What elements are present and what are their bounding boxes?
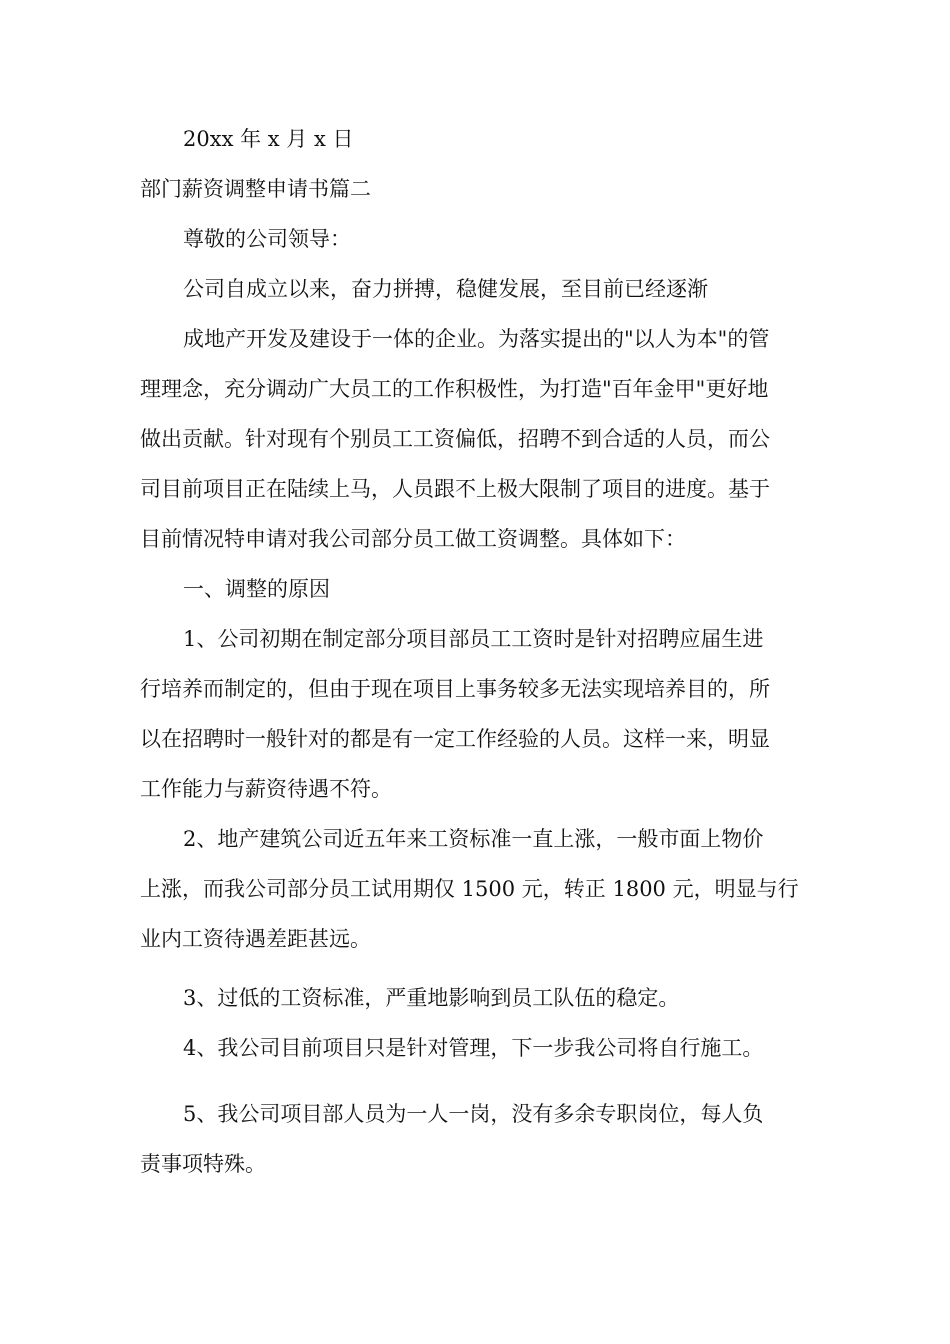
reason-2-line: 业内工资待遇差距甚远。 (140, 927, 371, 951)
intro-line: 做出贡献。针对现有个别员工工资偏低，招聘不到合适的人员，而公 (140, 427, 770, 451)
reason-1-line: 1、公司初期在制定部分项目部员工工资时是针对招聘应届生进 (183, 627, 764, 651)
section-heading: 一、调整的原因 (183, 577, 330, 601)
intro-line: 目前情况特申请对我公司部分员工做工资调整。具体如下： (140, 527, 686, 551)
intro-line: 理理念，充分调动广大员工的工作积极性，为打造"百年金甲"更好地 (140, 377, 769, 401)
intro-line: 司目前项目正在陆续上马，人员跟不上极大限制了项目的进度。基于 (140, 477, 770, 501)
reason-4: 4、我公司目前项目只是针对管理，下一步我公司将自行施工。 (183, 1036, 764, 1060)
intro-line: 成地产开发及建设于一体的企业。为落实提出的"以人为本"的管 (183, 327, 770, 351)
intro-line: 公司自成立以来，奋力拼搏，稳健发展，至目前已经逐渐 (183, 277, 708, 301)
reason-2-line: 上涨，而我公司部分员工试用期仅 1500 元，转正 1800 元，明显与行 (140, 877, 799, 901)
salutation: 尊敬的公司领导： (183, 227, 351, 251)
date-line: 20xx 年 x 月 x 日 (183, 127, 354, 151)
reason-1-line: 以在招聘时一般针对的都是有一定工作经验的人员。这样一来，明显 (140, 727, 770, 751)
reason-2-line: 2、地产建筑公司近五年来工资标准一直上涨，一般市面上物价 (183, 827, 764, 851)
document-title: 部门薪资调整申请书篇二 (140, 177, 371, 201)
reason-5-line: 5、我公司项目部人员为一人一岗，没有多余专职岗位，每人负 (183, 1102, 764, 1126)
reason-1-line: 工作能力与薪资待遇不符。 (140, 777, 392, 801)
reason-5-line: 责事项特殊。 (140, 1152, 266, 1176)
reason-1-line: 行培养而制定的，但由于现在项目上事务较多无法实现培养目的，所 (140, 677, 770, 701)
reason-3: 3、过低的工资标准，严重地影响到员工队伍的稳定。 (183, 986, 680, 1010)
